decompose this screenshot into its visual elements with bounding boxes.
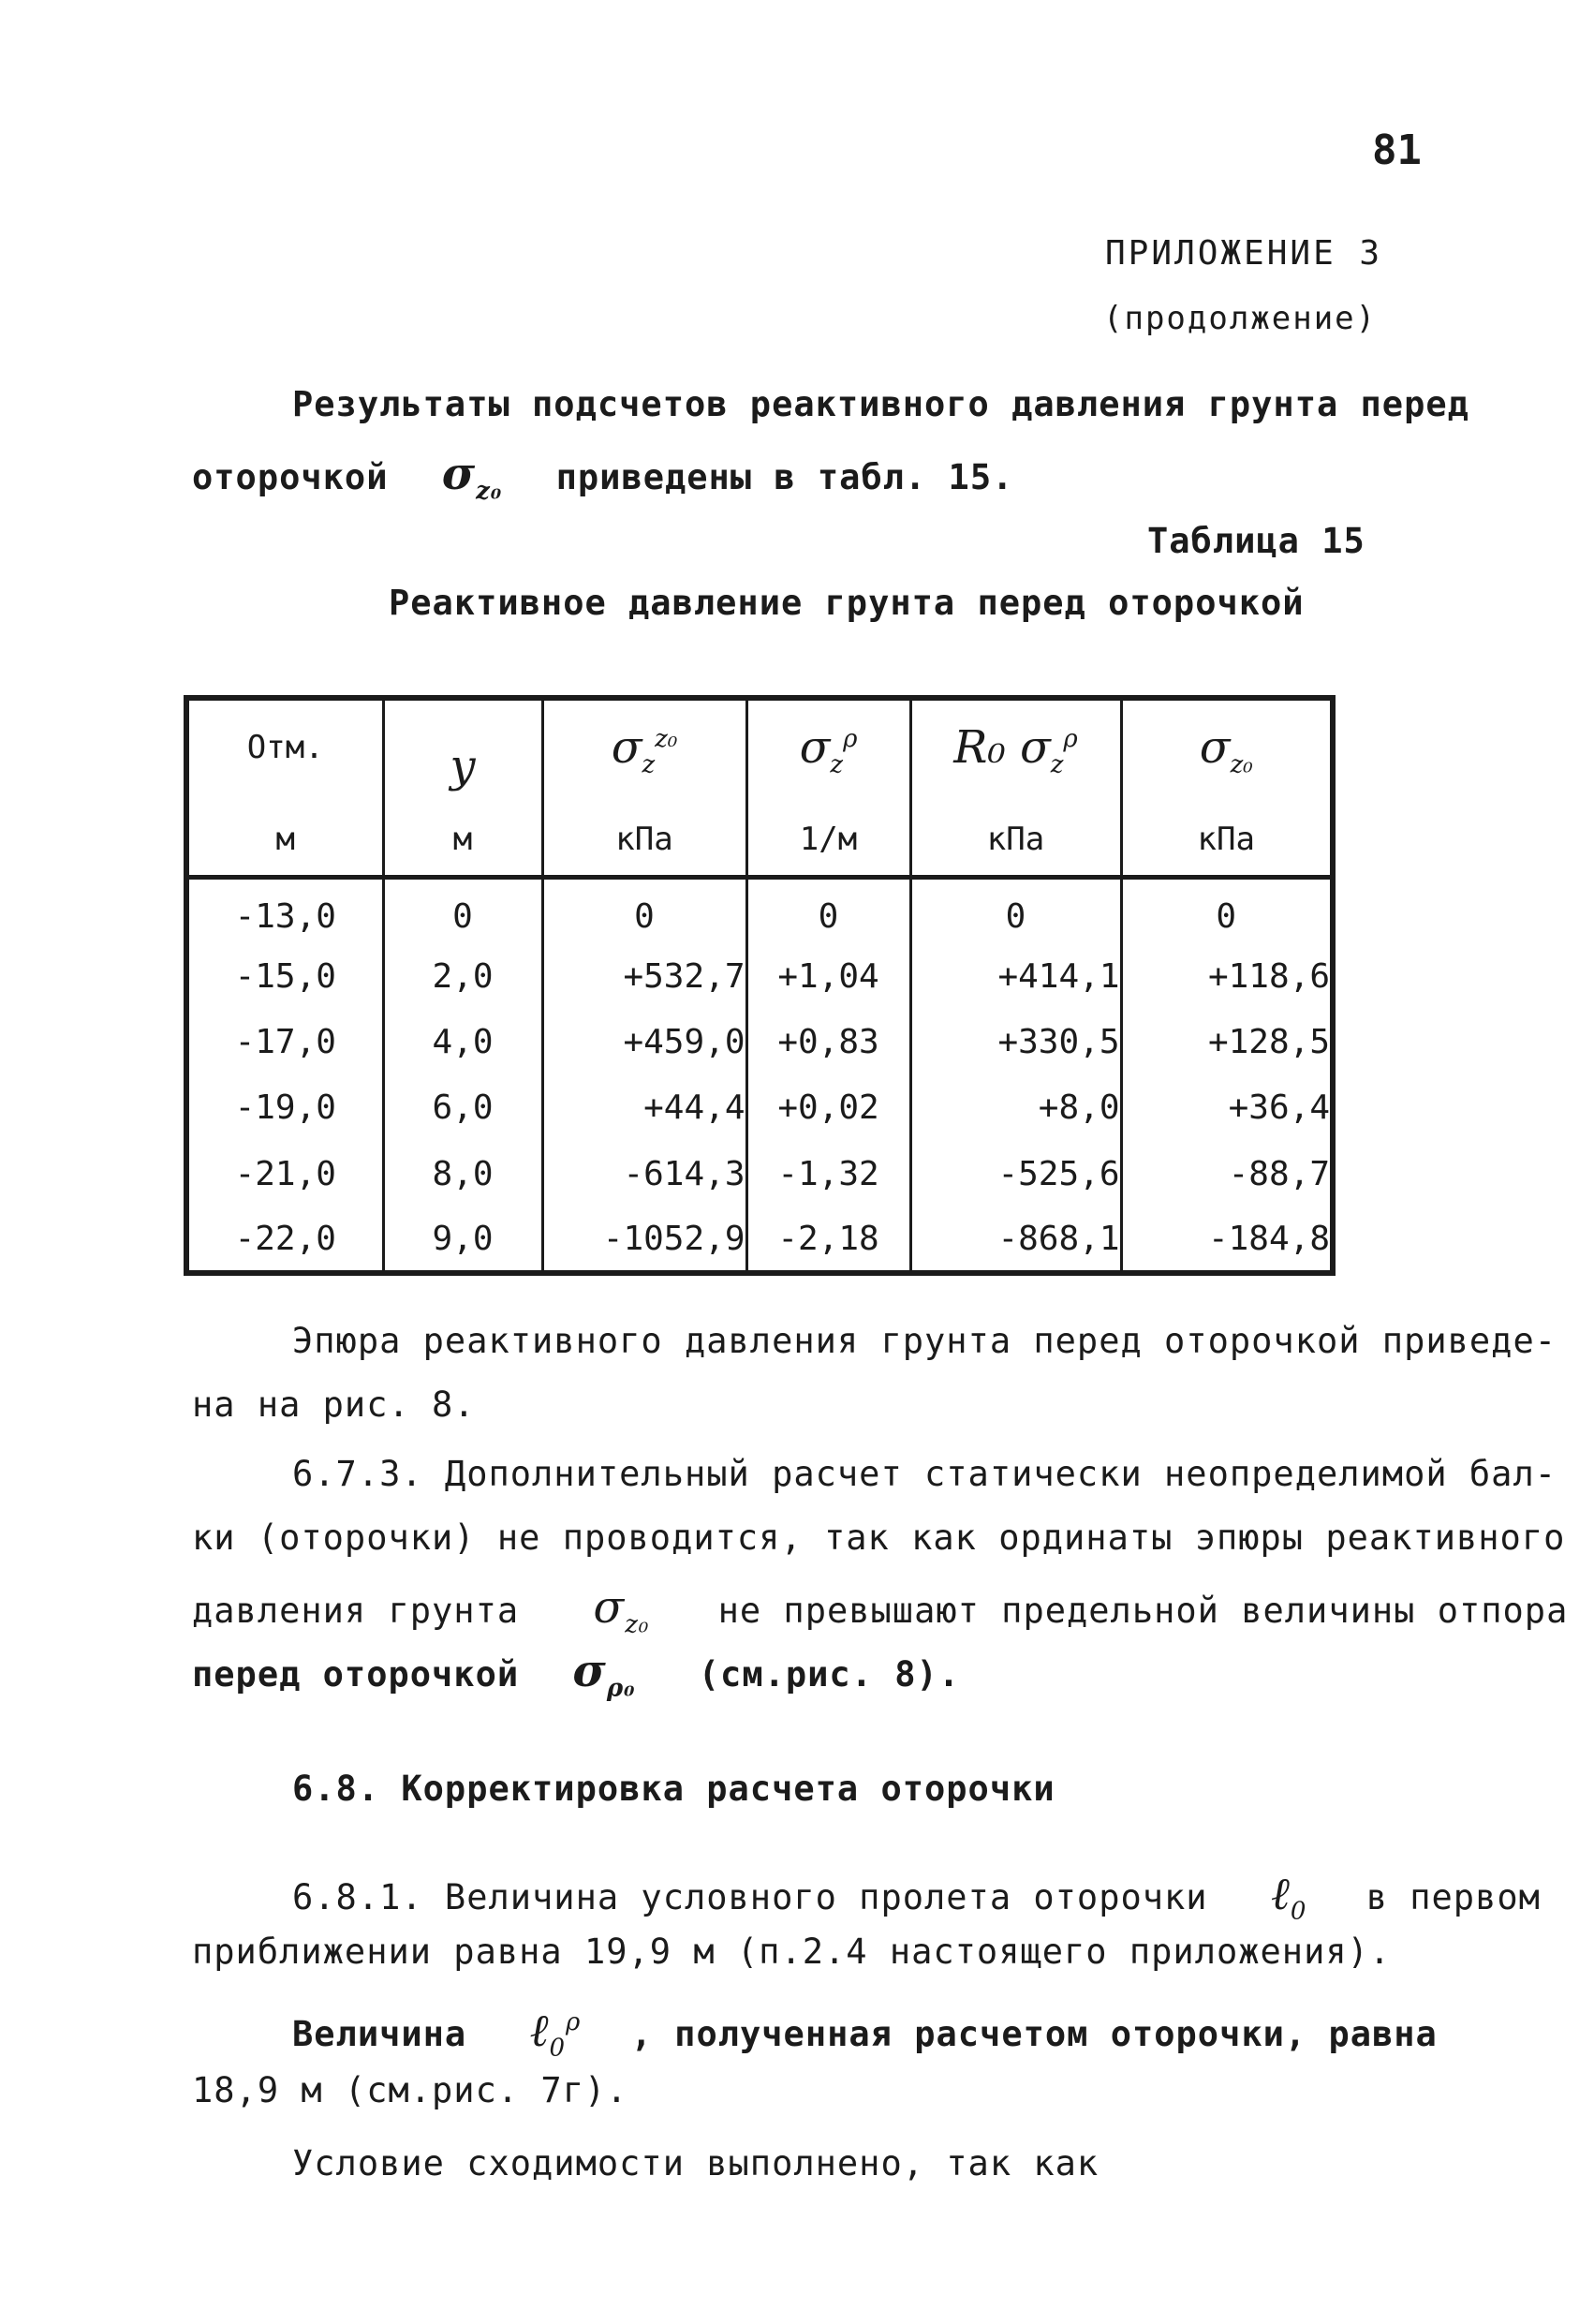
cell-r0-sigma: +414,1 [910,943,1121,1009]
cell-sigma-z: 0 [542,878,746,943]
intro-text-b: приведены в табл. 15. [555,457,1014,497]
col-header-sigma-rho: $\sigma_z^\rho$ 1/м [746,698,910,878]
cell-mark: -19,0 [186,1075,383,1141]
para3-text-a: 6.8.1. Величина условного пролета оторочки [292,1877,1208,1917]
col-header-sigma-z: $\sigma_z^{z_0}$ кПа [542,698,746,878]
cell-y: 2,0 [383,943,542,1009]
para4-text-b: , полученная расчетом оторочки, равна [630,2014,1438,2054]
cell-mark: -17,0 [186,1009,383,1074]
para2-line-3 [192,1581,1568,1639]
appendix-continued: (продолжение) [1103,300,1378,337]
cell-sigma-rho: +0,02 [746,1075,910,1141]
cell-y: 6,0 [383,1075,542,1141]
table-title: Реактивное давление грунта перед оторочкой [389,583,1305,623]
cell-y: 8,0 [383,1141,542,1206]
para2-text-a: давления грунта [192,1591,520,1631]
cell-sigma-z0: +36,4 [1121,1075,1333,1141]
cell-mark: -22,0 [186,1207,383,1273]
cell-sigma-z: -614,3 [542,1141,746,1206]
cell-sigma-z0: +128,5 [1121,1009,1333,1074]
col-header-sigma-z0: $\sigma_{z_0}$ кПа [1121,698,1333,878]
cell-sigma-rho: -1,32 [746,1141,910,1206]
table-row [186,1075,1333,1141]
cell-r0-sigma: -868,1 [910,1207,1121,1273]
cell-sigma-rho: +1,04 [746,943,910,1009]
section-heading: 6.8. Корректировка расчета оторочки [292,1769,1055,1809]
col-header-y: y м [383,698,542,878]
table-row [186,1141,1333,1206]
para4-line-1 [292,2005,1438,2063]
para2-text-b: не превышают предельной величины отпора [717,1591,1569,1631]
cell-sigma-z0: +118,6 [1121,943,1333,1009]
para4-line-2: 18,9 м (см.рис. 7г). [192,2070,628,2110]
cell-sigma-z: -1052,9 [542,1207,746,1273]
sigma-rho0-symbol: $\sigma_{\rho_0}$ [572,1645,636,1703]
para3-line-1 [292,1868,1541,1926]
cell-r0-sigma: +330,5 [910,1009,1121,1074]
cell-r0-sigma: -525,6 [910,1141,1121,1206]
ell0-rho-symbol: ℓ$_0^\rho$ [529,2005,582,2063]
cell-sigma-rho: 0 [746,878,910,943]
cell-sigma-z0: -88,7 [1121,1141,1333,1206]
sigma-z0-symbol: $\sigma_{z_0}$ [593,1581,650,1639]
page-number: 81 [1372,126,1422,174]
cell-r0-sigma: 0 [910,878,1121,943]
para3-line-2: приближении равна 19,9 м (п.2.4 настоящего приложения). [192,1932,1392,1972]
para2-line-2: ки (оторочки) не проводится, так как ординаты эпюры реактивного [192,1517,1566,1558]
para2-text-c: перед оторочкой [192,1654,520,1695]
cell-sigma-z: +44,4 [542,1075,746,1141]
cell-mark: -13,0 [186,878,383,943]
table-row [186,878,1333,943]
intro-line-2 [192,448,1013,506]
reactive-pressure-table [184,695,1336,1276]
para1-line-1: Эпюра реактивного давления грунта перед оторочкой приведе- [292,1321,1557,1361]
intro-line-1: Результаты подсчетов реактивного давления грунта перед [292,384,1469,424]
ell0-symbol: ℓ$_0$ [1270,1868,1307,1926]
para2-line-4 [192,1645,960,1703]
para1-line-2: на на рис. 8. [192,1384,476,1425]
table-row [186,1009,1333,1074]
cell-sigma-z: +532,7 [542,943,746,1009]
cell-sigma-rho: +0,83 [746,1009,910,1074]
para4-text-a: Величина [292,2014,467,2054]
cell-sigma-rho: -2,18 [746,1207,910,1273]
intro-text-a: оторочкой [192,457,389,497]
col-header-mark: Отм. м [186,698,383,878]
cell-mark: -21,0 [186,1141,383,1206]
cell-y: 0 [383,878,542,943]
para3-text-b: в первом [1365,1877,1541,1917]
cell-mark: -15,0 [186,943,383,1009]
col-header-r0-sigma: R₀ $\sigma_z^\rho$ кПа [910,698,1121,878]
cell-r0-sigma: +8,0 [910,1075,1121,1141]
table-row [186,1207,1333,1273]
table-label: Таблица 15 [1147,521,1365,561]
appendix-heading: ПРИЛОЖЕНИЕ 3 [1105,234,1383,273]
cell-sigma-z0: 0 [1121,878,1333,943]
cell-sigma-z: +459,0 [542,1009,746,1074]
para2-line-1: 6.7.3. Дополнительный расчет статически неопределимой бал- [292,1454,1557,1494]
table-row [186,943,1333,1009]
cell-sigma-z0: -184,8 [1121,1207,1333,1273]
sigma-z0-symbol: $\sigma_{z_0}$ [441,448,503,506]
cell-y: 9,0 [383,1207,542,1273]
table-header-row [186,698,1333,878]
cell-y: 4,0 [383,1009,542,1074]
para5-line: Условие сходимости выполнено, так как [292,2143,1100,2183]
para2-text-d: (см.рис. 8). [698,1654,961,1695]
